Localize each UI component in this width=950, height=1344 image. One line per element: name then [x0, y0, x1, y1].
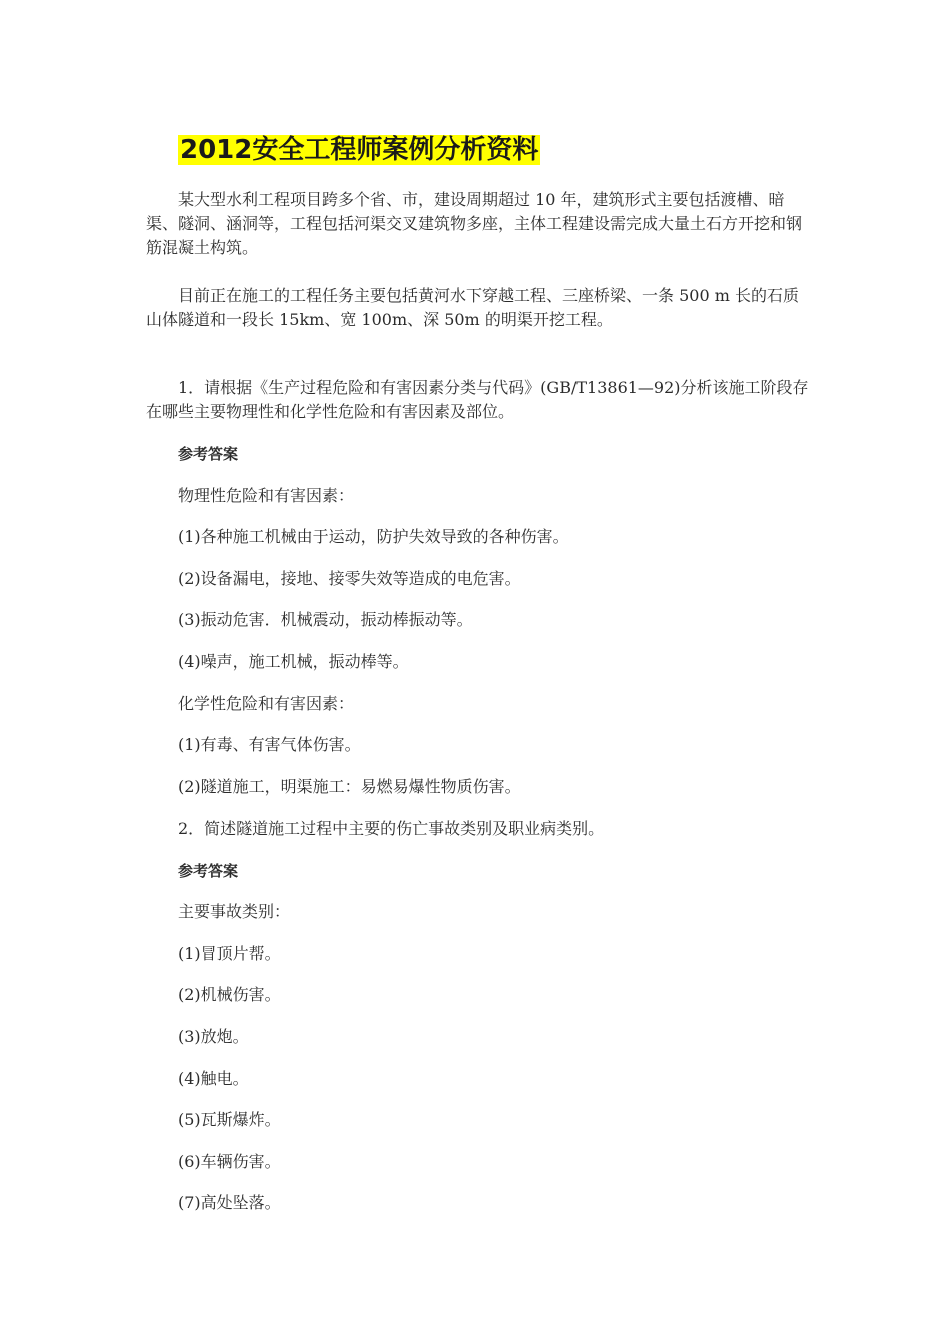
intro-paragraph-2: 目前正在施工的工程任务主要包括黄河水下穿越工程、三座桥梁、一条 500 m 长的石质山体隧道和一段长 15km、宽 100m、深 50m 的明渠开挖工程。: [146, 286, 799, 329]
answer-2-heading: 参考答案: [178, 862, 239, 880]
chemical-hazard-item-2: (2)隧道施工，明渠施工：易燃易爆性物质伤害。: [178, 777, 521, 796]
accident-item-4: (4)触电。: [178, 1069, 249, 1088]
intro-paragraph-1: 某大型水利工程项目跨多个省、市，建设周期超过 10 年，建筑形式主要包括渡槽、暗渠、隧洞、涵洞等，工程包括河渠交叉建筑物多座，主体工程建设需完成大量土石方开挖和钢筋混凝土构筑。: [146, 190, 803, 257]
title-highlight: 2012安全工程师案例分析资料: [180, 135, 539, 165]
accident-item-5: (5)瓦斯爆炸。: [178, 1110, 281, 1129]
physical-hazards-heading: 物理性危险和有害因素：: [178, 486, 355, 505]
chemical-hazards-heading: 化学性危险和有害因素：: [178, 694, 355, 713]
answer-1-heading: 参考答案: [178, 445, 239, 463]
physical-hazard-item-1: (1)各种施工机械由于运动，防护失效导致的各种伤害。: [178, 527, 569, 546]
question-2: 2．简述隧道施工过程中主要的伤亡事故类别及职业病类别。: [178, 819, 605, 838]
accident-item-1: (1)冒顶片帮。: [178, 944, 281, 963]
document-title: [178, 130, 540, 170]
chemical-hazard-item-1: (1)有毒、有害气体伤害。: [178, 735, 361, 754]
accident-item-7: (7)高处坠落。: [178, 1193, 281, 1212]
physical-hazard-item-3: (3)振动危害．机械震动，振动棒振动等。: [178, 610, 473, 629]
physical-hazard-item-2: (2)设备漏电，接地、接零失效等造成的电危害。: [178, 569, 521, 588]
physical-hazard-item-4: (4)噪声，施工机械，振动棒等。: [178, 652, 409, 671]
accident-item-6: (6)车辆伤害。: [178, 1152, 281, 1171]
accident-item-3: (3)放炮。: [178, 1027, 249, 1046]
question-1: 1．请根据《生产过程危险和有害因素分类与代码》(GB/T13861—92)分析该施工阶段存在哪些主要物理性和化学性危险和有害因素及部位。: [146, 378, 809, 421]
accident-item-2: (2)机械伤害。: [178, 985, 281, 1004]
accident-types-heading: 主要事故类别：: [178, 902, 291, 921]
